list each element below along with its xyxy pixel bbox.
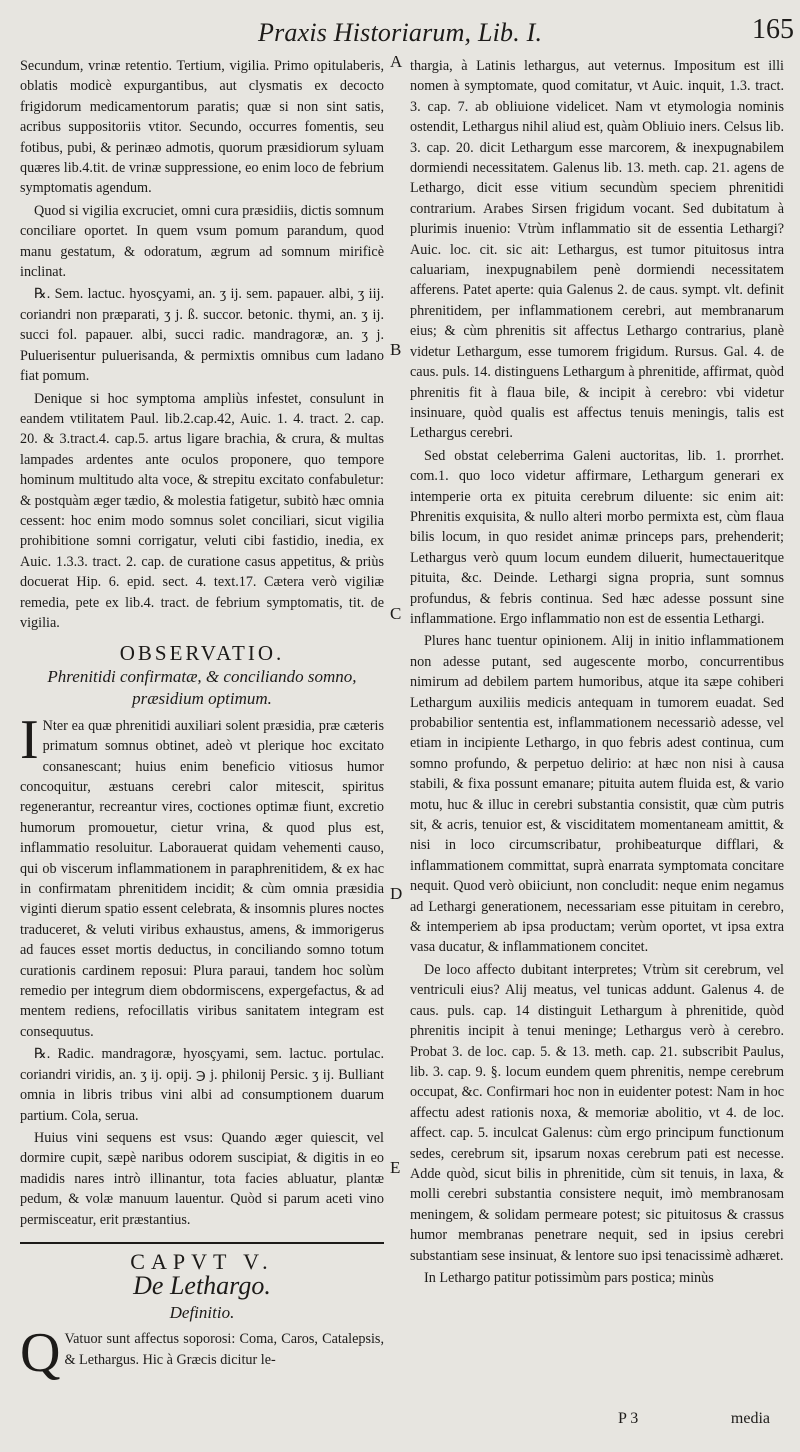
definition-text: Vatuor sunt affectus soporosi: Coma, Caros, Catalepsis, & Lethargus. Hic à Græcis dicitur le- xyxy=(64,1331,384,1368)
recipe-paragraph: ℞. Sem. lactuc. hyosçyami, an. ʒ ij. sem. papauer. albi, ʒ iij. coriandri non præparati, ʒ j. ß. succor. betonic. thymi, an. ʒ ij. succi fol. papauer. albi, succi radic. mandragoræ, an. ʒ j. Puluerisentur puluerisanda, & permixtis omnibus cum ladano fiat pomum. xyxy=(20,286,384,385)
page-number: 165 xyxy=(752,14,794,45)
paragraph: Plures hanc tuentur opinionem. Alij in initio inflammationem non adesse putant, sed augescente morbo, concurrentibus nimirum ad debilem partem humoribus, atque ita sæpe cohiberi Lethargum auxiliis medicis antequam in tumorem euadat. Sed probabilior sententia est, inflammationem necessariò adesse, vel etiam in incipiente Lethargo, in quo febris adest continua, cum somno profundo, & perpetuo delirio: at hæc non nisi à causa stabili, & fixa possunt emanare; pituita autem fluida est, & vario motu, huc & illuc in cerebri substantia consistit, quæ cùm putris sit, & acris, tenuior est, & visciditatem momentaneam amittit, & nisi in loco circumscribatur, prohibeaturque difflari, & inflammationem committat, suprà enarrata symptomata concitare nequit. Quod verò obiiciunt, non concludit: neque enim negamus ad Lethargi generationem, necessariam esse pituitam in cerebro, & intemperiem ab ipsa productam; verùm oportet, vt ipsa extra vasa ducatur, & inflammationem concitet. xyxy=(410,633,784,956)
chapter-heading: CAPVT V. xyxy=(130,1248,274,1274)
margin-letter-b: B xyxy=(390,340,402,359)
signature-mark: P 3 xyxy=(618,1410,639,1427)
margin-letter-e: E xyxy=(390,1158,401,1177)
running-title: Praxis Historiarum, Lib. I. xyxy=(258,18,543,47)
paragraph: Denique si hoc symptoma ampliùs infestet, consulunt in eandem vtilitatem Paul. lib.2.cap.42, Auic. 1. 4. tract. 2. cap. 20. & 3.tract.4. cap.5. artus ligare brachia, & crura, & multas lampades ardentes ante oculos proponere, quo tempore hominum multitudo alta voce, & strepitu excitato confabuletur: & postquàm æger tædio, & molestia fatigetur, subitò hæc omnia cessent: hoc enim modo somnus solet conciliari, sicut vigilia prohibitione somni corrigatur, veluti cibi fastidio, inedia, ex Auic. 1.3.3. tract. 2. cap. de curatione casus appetitus, & priùs docuerat Hip. 6. epid. sect. 4. text.17. Cætera verò vigiliæ remedia, pete ex lib.4. tract. de febrium symptomatis, tit. de vigilia. xyxy=(20,390,384,631)
paragraph: Sed obstat celeberrima Galeni auctoritas, lib. 1. prorrhet. com.1. quo loco videtur affirmare, Lethargum generari ex intemperie orta ex pituita cerebrum diluente: sic enim ait: Phrenitis exquisita, & nullo alteri morbo permixta est, cùm flaua bilis locum, in quo residet animæ princeps pars, prehenderit; Lethargus verò quum locum eundem diluerit, humectaueritque pituita, &c. Deinde. Lethargi signa propria, sunt somnus profundus, & febris continua. Sed hæc adesse possunt sine inflammatione. Ergo inflammatio non est de essentia Lethargi. xyxy=(410,447,784,627)
paragraph: Huius vini sequens est vsus: Quando æger quiescit, vel dormire cupit, sæpè naribus odorem suscipiat, & digitis in eo madidis nares intrò illinantur, tota facies abluatur, plantæ pedum, & volæ manuum lauentur. Quòd si parum aceti vino permisceatur, erit præstantius. xyxy=(20,1129,384,1228)
catchword: media xyxy=(730,1410,770,1427)
observatio-paragraph xyxy=(20,708,384,1043)
definition-heading: Definitio. xyxy=(169,1302,235,1322)
margin-letter-c: C xyxy=(390,604,402,623)
margin-letter-a: A xyxy=(390,52,403,71)
observatio-text: Nter ea quæ phrenitidi auxiliari solent præsidia, præ cæteris primatum somnus obtinet, adeò vt plerique hoc excitato consanescant; huius enim beneficio vitiosus humor concoquitur, æstuans cerebri calor mitescit, spiritus regenerantur, recreantur vires, coctiones optimæ fiunt, excretio humorum promouetur, cietur vrina, & quod plus est, inflammatio resoluitur. Laborauerat quidam vehementi causo, qui ob viscerum inflammationem in paraphrenitidem, & ex hac in confirmatam phrenitidem incidit; & cùm omnia præsidia viginti dierum spatio essent celebrata, & insomnis plures noctes traduceret, & veluti viribus exhaustus, amens, & immorigerus ad fauces esset mortis deductus, in conciliando somno totum curationis cardinem reposui: Plura paraui, tandem hoc solùm remedio per integrum diem obdormiscens, expergefactus, & ad mentem rediens, refocillatis viribus sanitatem integram est consequutus. xyxy=(20,717,384,1040)
observatio-subtitle: Phrenitidi confirmatæ, & conciliando somno, præsidium optimum. xyxy=(47,666,357,708)
recipe-paragraph: ℞. Radic. mandragoræ, hyosçyami, sem. lactuc. portulac. coriandri viridis, an. ʒ ij. opij. ℈ j. philonij Persic. ʒ ij. Bulliant omnia in libris tribus vini albi ad consumptionem duarum partium. Cola, serua. xyxy=(20,1046,384,1124)
running-head xyxy=(0,10,800,50)
chapter-title: De Lethargo. xyxy=(133,1271,271,1301)
margin-letter-d: D xyxy=(390,884,403,903)
drop-cap: Q xyxy=(20,1322,61,1385)
definition-paragraph xyxy=(20,1322,384,1385)
drop-cap: I xyxy=(20,708,39,771)
left-column xyxy=(20,56,384,1385)
right-column xyxy=(410,56,784,1290)
chapter-rule xyxy=(20,1242,384,1244)
paragraph: De loco affecto dubitant interpretes; Vtrùm sit cerebrum, vel ventriculi eius? Alij meatus, vel tunicas addunt. Galenus 4. de caus. puls. cap. 14 distinguit Lethargum à phrenitide, quòd phrenitis incipit à tenui meninge; Lethargus verò à cerebro. Probat 3. de loc. cap. 5. & 13. meth. cap. 21. subscribit Paulus, lib. 3. cap. 9. §. locum eundem quem phrenitis, nempe cerebrum occupat, &c. Confirmari hoc non in euidenter potest: Nam in hoc affectu adest rationis noxa, & memoriæ abolitio, vt 4. de loc. affect. cap. 5. inculcat Galenus: cùm ergo principum functionum sedes, cerebrum sit, ipsarum noxas cerebrum pati est necesse. Adde quòd, sicut bilis in phrenitide, cùm sit tenuis, in laxa, & molli cerebri substantia consistere nequit, imò membranosam meningem, & solidam permeare potest; sic pituitosus & crassus humor membranas penetrare nequit, sed in ipsius cerebri substantiam sese insinuat, & lentore suo ipsi tenacissimè adhæret. xyxy=(410,961,784,1264)
observatio-heading: OBSERVATIO. xyxy=(119,641,285,666)
paragraph: Secundum, vrinæ retentio. Tertium, vigilia. Primo opitulaberis, oblatis modicè expurgantibus, aut clysmatis ex decocto frigidorum medicamentorum paratis; quæ si non sint satis, acribus suppositoriis vtitor. Secundo, occurres fomentis, seu fotibus, pubi, & perinæo admotis, quorum præsidiorum syluam quæres lib.4.tit. de vrinæ suppressione, eo enim loco de febrium symptomatis agendum. xyxy=(20,58,384,197)
paragraph: Quod si vigilia excruciet, omni cura præsidiis, dictis somnum conciliare oportet. In quem vsum pomum parandum, quod manu gestatum, & odoratum, ægrum ad somnum mirificè inclinat. xyxy=(20,202,384,281)
paragraph: In Lethargo patitur potissimùm pars postica; minùs xyxy=(424,1269,714,1286)
paragraph: thargia, à Latinis lethargus, aut veternus. Impositum est illi nomen à symptomate, quod comitatur, vt Auic. inquit, 1.3. tract. 3. cap. 7. ab obliuione videlicet. Nam vt etymologia nominis ostendit, Lethargus nihil aliud est, quàm Obliuio iners. Celsus lib. 3. cap. 20. dicit Lethargum esse marcorem, & inexpugnabilem dormiendi necessitatem. Galenus lib. 13. meth. cap. 21. agens de Lethargo, dicit esse vitium secundùm speciem phrenitidi contrarium. Arabes Sirsen frigidum vocant. Sed dubitatum à plurimis inuenio: Vtrùm inflammatio sit de essentia Lethargi? Auic. loc. cit. sic ait: Lethargus, est tumor pituitosus intra caluariam, inexpugnabilem penè dormiendi necessitatem afferens. Patet aperte: quia Galenus 2. de caus. sympt. vlt. definit phrenitidem, per inflammationem cerebri, aut membranarum eius; & cùm phrenitis sit affectus Lethargo contrarius, planè videtur Lethargum, esse tumorem frigidum. Rursus. Gal. 4. de caus. puls. 14. distinguens Lethargum à phrenitide, affirmat, quòd phrenitis fit à flaua bile, & incipit à cerebro: vbi videtur insinuare, quòd qualis est affectus tenuis meningis, talis est Lethargus cerebri. xyxy=(410,58,784,442)
